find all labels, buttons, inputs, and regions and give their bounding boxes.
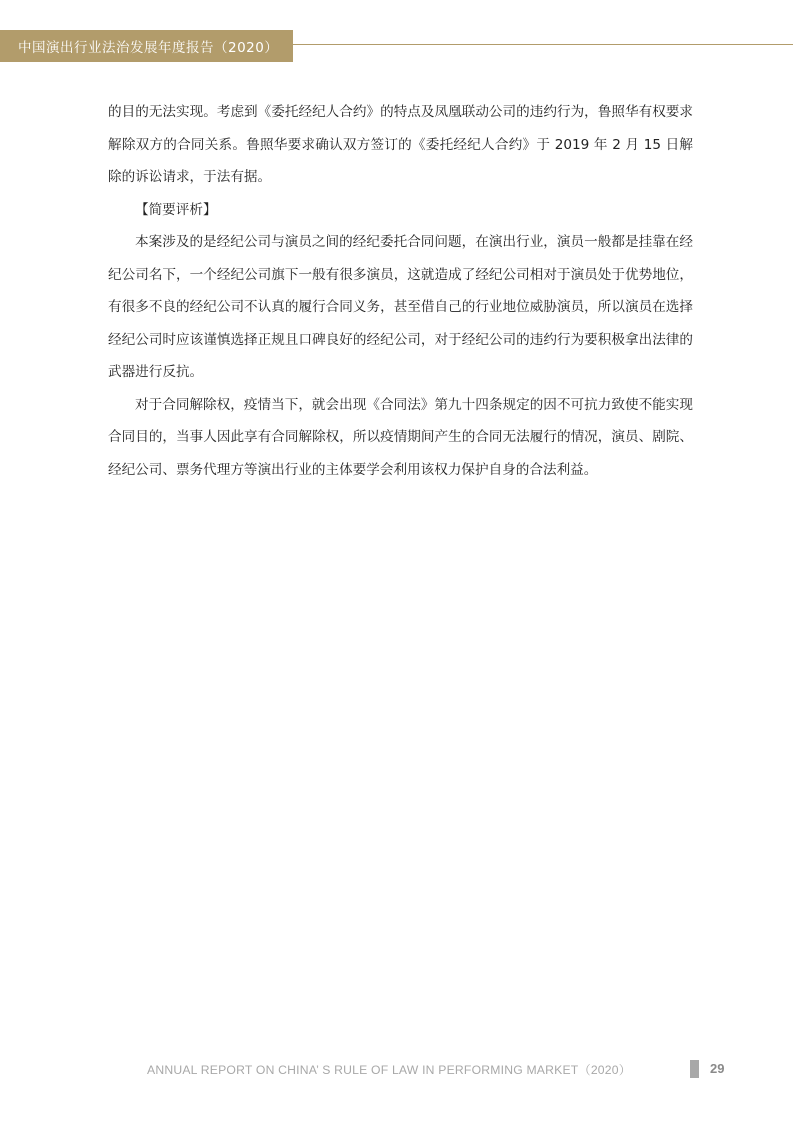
section-heading: 【简要评析】 bbox=[135, 201, 217, 218]
header-divider-line bbox=[293, 44, 793, 45]
page-number: 29 bbox=[710, 1061, 725, 1076]
header-band bbox=[0, 30, 293, 62]
footer-report-title: ANNUAL REPORT ON CHINA’ S RULE OF LAW IN PERFORMING MARKET（2020） bbox=[147, 1063, 632, 1077]
paragraph-continuation: 的目的无法实现。考虑到《委托经纪人合约》的特点及凤凰联动公司的违约行为，鲁照华有权要求解除双方的合同关系。鲁照华要求确认双方签订的《委托经纪人合约》于 2019 年 2 月 15 日解除的诉讼请求，于法有据。 bbox=[108, 104, 693, 185]
header-title: 中国演出行业法治发展年度报告（2020） bbox=[18, 40, 279, 56]
main-content bbox=[108, 96, 693, 486]
paragraph-analysis: 本案涉及的是经纪公司与演员之间的经纪委托合同问题，在演出行业，演员一般都是挂靠在经纪公司名下，一个经纪公司旗下一般有很多演员，这就造成了经纪公司相对于演员处于优势地位，有很多不良的经纪公司不认真的履行合同义务，甚至借自己的行业地位威胁演员，所以演员在选择经纪公司时应该谨慎选择正规且口碑良好的经纪公司，对于经纪公司的违约行为要积极拿出法律的武器进行反抗。 bbox=[108, 234, 693, 380]
footer-bar-marker bbox=[690, 1060, 699, 1078]
paragraph-termination-right: 对于合同解除权，疫情当下，就会出现《合同法》第九十四条规定的因不可抗力致使不能实现合同目的，当事人因此享有合同解除权，所以疫情期间产生的合同无法履行的情况，演员、剧院、经纪公司、票务代理方等演出行业的主体要学会利用该权力保护自身的合法利益。 bbox=[108, 396, 693, 478]
